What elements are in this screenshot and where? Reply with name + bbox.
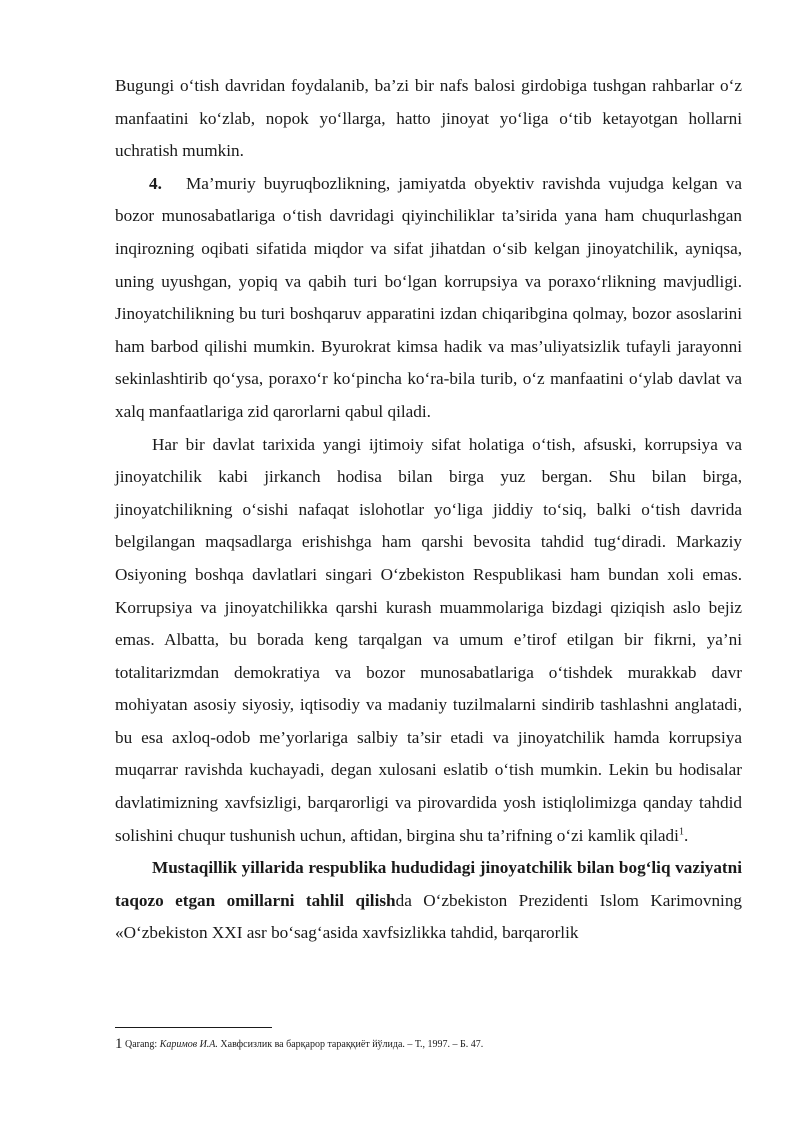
paragraph-3 [115, 429, 742, 853]
paragraph-1-text: Bugungi o‘tish davridan foydalanib, ba’zi bir nafs balosi girdobiga tushgan rahbarlar o‘z manfaatini ko‘zlab, nopok yo‘llarga, hatto jinoyat yo‘liga o‘tib ketayotgan hollarni uchratish mumkin. [115, 76, 742, 161]
paragraph-2 [115, 168, 742, 429]
document-body [115, 70, 742, 950]
paragraph-4-text: da O‘zbekiston Prezidenti Islom Karimovning «O‘zbekiston XXI asr bo‘sag‘asida xavfsizlikka tahdid, barqarorlik [115, 890, 743, 943]
footnote-number: 1 [115, 1036, 123, 1052]
footnote-divider [115, 1027, 272, 1028]
list-number: 4. [149, 173, 162, 193]
footnote-text: Хавфсизлик ва барқарор тараққиёт йўлида. – Т., 1997. – Б. 47. [217, 1039, 484, 1050]
paragraph-4 [115, 852, 742, 950]
paragraph-1 [115, 70, 742, 168]
footnote-author: Каримов И.А. [159, 1039, 218, 1050]
paragraph-4-bold-text: Mustaqillik yillarida respublika hududidagi jinoyatchilik bilan bog‘liq vaziyatni taqozo etgan omillarni tahlil qilish [115, 858, 742, 910]
paragraph-3-text: Har bir davlat tarixida yangi ijtimoiy sifat holatiga o‘tish, afsuski, korrupsiya va jinoyatchilik kabi jirkanch hodisa bilan birga yuz bergan. Shu bilan birga, jinoyatchilikning o‘sishi nafaqat islohotlar yo‘liga jiddiy to‘siq, balki o‘tish davrida belgilangan maqsadlarga erishishga ham qarshi bevosita tahdid tug‘diradi. Markaziy Osiyoning boshqa davlatlari singari O‘zbekiston Respublikasi ham bundan xoli emas. Korrupsiya va jinoyatchilikka qarshi kurash muammolariga bizdagi qiziqish aslo bejiz emas. Albatta, bu borada keng tarqalgan va umum e’tirof etilgan bir fikrni, ya’ni totalitarizmdan demokratiya va bozor munosabatlariga o‘tishdek murakkab davr mohiyatan asosiy siyosiy, iqtisodiy va madaniy tuzilmalarni sindirib tashlashni anglatadi, bu esa axloq-odob me’yorlariga salbiy ta’sir etadi va jinoyatchilik hamda korrupsiya muqarrar ravishda kuchayadi, degan xulosani eslatib o‘tish mumkin. Lekin bu hodisalar davlatimizning xavfsizligi, barqarorligi va pirovardida yosh istiqlolimizga qanday tahdid solishini chuqur tushunish uchun, aftidan, birgina shu ta’rifning o‘zi kamlik qiladi [115, 434, 742, 845]
paragraph-2-text: Ma’muriy buyruqbozlikning, jamiyatda obyektiv ravishda vujudga kelgan va bozor munosabatlariga o‘tish davridagi qiyinchiliklar ta’sirida yana ham chuqurlashgan inqirozning oqibati sifatida miqdor va sifat jihatdan o‘sib kelgan jinoyatchilik, ayniqsa, uning uyushgan, yopiq va qabih turi bo‘lgan korrupsiya va poraxo‘rlikning mavjudligi. Jinoyatchilikning bu turi boshqaruv apparatini izdan chiqaribgina qolmay, bozor asoslarini ham barbod qilishi mumkin. Byurokrat kimsa hadik va mas’uliyatsizlik tufayli jarayonni sekinlashtirib qo‘ysa, poraxo‘r ko‘pincha ko‘ra-bila turib, o‘z manfaatini o‘ylab davlat va xalq manfaatlariga zid qarorlarni qabul qiladi. [115, 173, 742, 421]
paragraph-3-end: . [683, 825, 689, 845]
footnote [115, 1037, 742, 1052]
footnote-prefix: Qarang: [125, 1039, 160, 1050]
footnote-reference[interactable]: 1 [678, 825, 684, 837]
